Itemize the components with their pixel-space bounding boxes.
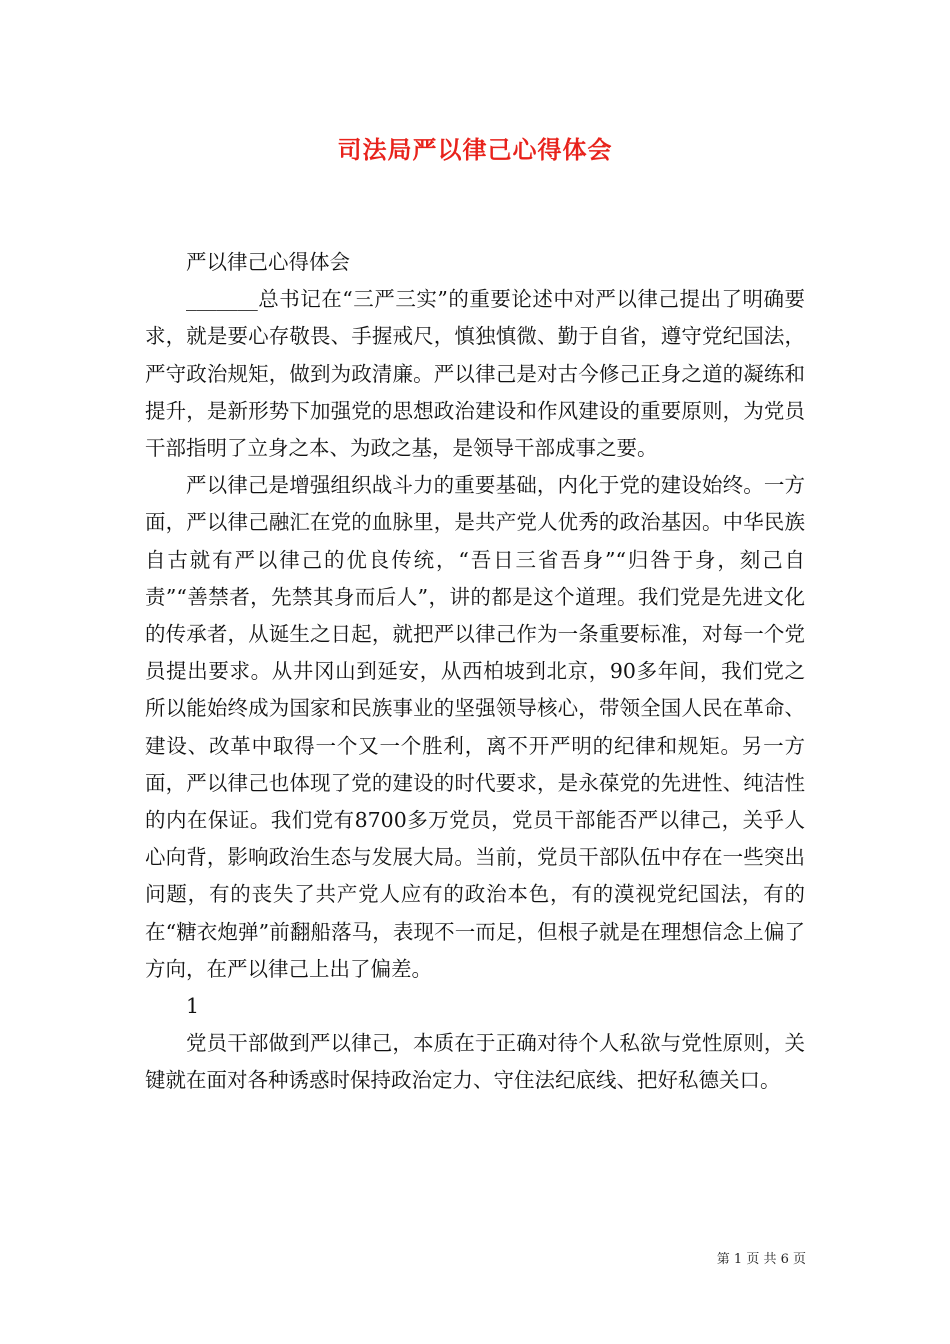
body-paragraph: _______总书记在“三严三实”的重要论述中对严以律己提出了明确要求，就是要心存敬畏、手握戒尺，慎独慎微、勤于自省，遵守党纪国法，严守政治规矩，做到为政清廉。严以律己是对古今修己正身之道的凝练和提升，是新形势下加强党的思想政治建设和作风建设的重要原则，为党员干部指明了立身之本、为政之基，是领导干部成事之要。 xyxy=(145,287,805,461)
document-title: 司法局严以律己心得体会 xyxy=(337,135,613,164)
body-paragraph: 党员干部做到严以律己，本质在于正确对待个人私欲与党性原则，关键就在面对各种诱惑时保持政治定力、守住法纪底线、把好私德关口。 xyxy=(145,1031,805,1093)
document-body xyxy=(145,244,805,1100)
page-footer: 第 1 页 共 6 页 xyxy=(716,1252,806,1267)
subtitle-paragraph: 严以律己心得体会 xyxy=(186,250,350,274)
inline-page-number: 1 xyxy=(186,994,200,1019)
body-paragraph: 严以律己是增强组织战斗力的重要基础，内化于党的建设始终。一方面，严以律己融汇在党的血脉里，是共产党人优秀的政治基因。中华民族自古就有严以律己的优良传统，“吾日三省吾身”“归咎于身，刻己自责”“善禁者，先禁其身而后人”，讲的都是这个道理。我们党是先进文化的传承者，从诞生之日起，就把严以律己作为一条重要标准，对每一个党员提出要求。从井冈山到延安，从西柏坡到北京，90多年间，我们党之所以能始终成为国家和民族事业的坚强领导核心，带领全国人民在革命、建设、改革中取得一个又一个胜利，离不开严明的纪律和规矩。另一方面，严以律己也体现了党的建设的时代要求，是永葆党的先进性、纯洁性的内在保证。我们党有8700多万党员，党员干部能否严以律己，关乎人心向背，影响政治生态与发展大局。当前，党员干部队伍中存在一些突出问题，有的丧失了共产党人应有的政治本色，有的漠视党纪国法，有的在“糖衣炮弹”前翻船落马，表现不一而足，但根子就是在理想信念上偏了方向，在严以律己上出了偏差。 xyxy=(145,473,805,981)
